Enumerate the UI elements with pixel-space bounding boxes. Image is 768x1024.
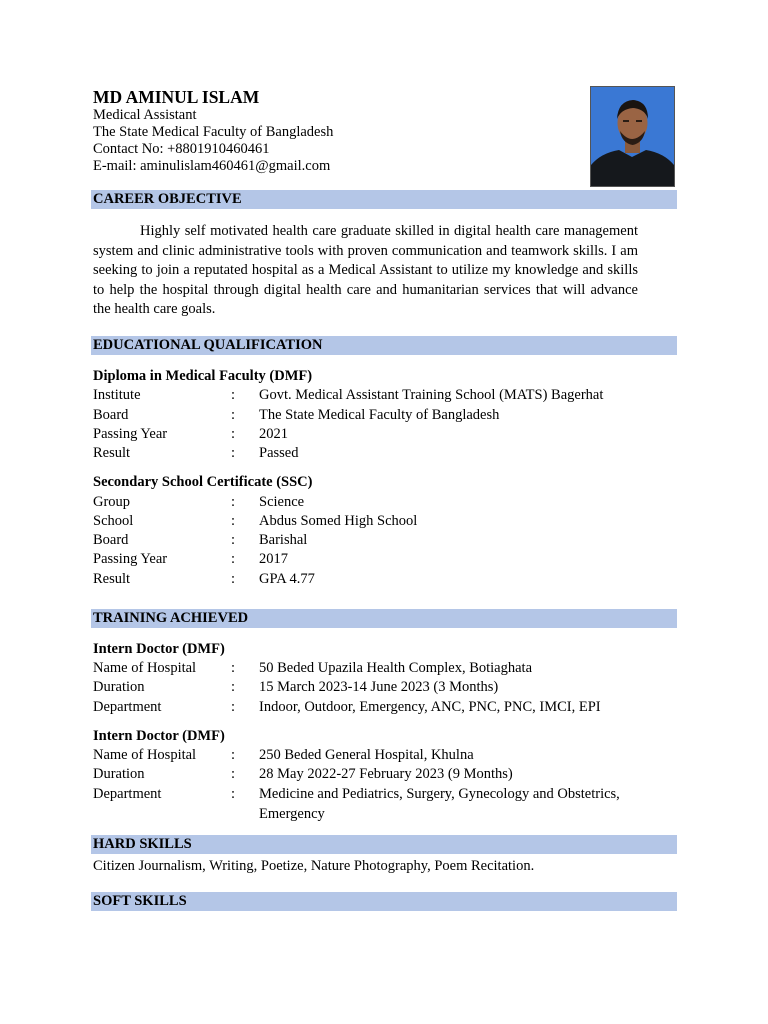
career-objective-text: Highly self motivated health care graduate skilled in digital health care management system and clinic administrative tools with proven communication and teamwork skills. I am seeking to join a reputated hospital as a Medical Assistant to utilize my knowledge and skills to help the hospital through digital health care and humanitarian services that will advance the health care goals. [93, 223, 638, 317]
dmf-heading: Diploma in Medical Faculty (DMF) [93, 368, 313, 384]
contact-number: Contact No: +8801910460461 [93, 141, 270, 157]
section-header-career-objective: CAREER OBJECTIVE [91, 190, 677, 209]
training-heading: Intern Doctor (DMF) [93, 641, 225, 657]
email: E-mail: aminulislam460461@gmail.com [93, 158, 331, 174]
section-header-training: TRAINING ACHIEVED [91, 609, 677, 628]
training-heading: Intern Doctor (DMF) [93, 728, 225, 744]
section-header-soft-skills: SOFT SKILLS [91, 892, 677, 911]
candidate-name: MD AMINUL ISLAM [93, 87, 260, 107]
person-photo-icon [591, 87, 674, 186]
ssc-heading: Secondary School Certificate (SSC) [93, 474, 313, 490]
section-header-hard-skills: HARD SKILLS [91, 835, 677, 854]
section-header-education: EDUCATIONAL QUALIFICATION [91, 336, 677, 355]
profile-photo [590, 86, 675, 187]
institution: The State Medical Faculty of Bangladesh [93, 124, 334, 140]
job-title: Medical Assistant [93, 107, 197, 123]
hard-skills-text: Citizen Journalism, Writing, Poetize, Nature Photography, Poem Recitation. [93, 858, 535, 874]
